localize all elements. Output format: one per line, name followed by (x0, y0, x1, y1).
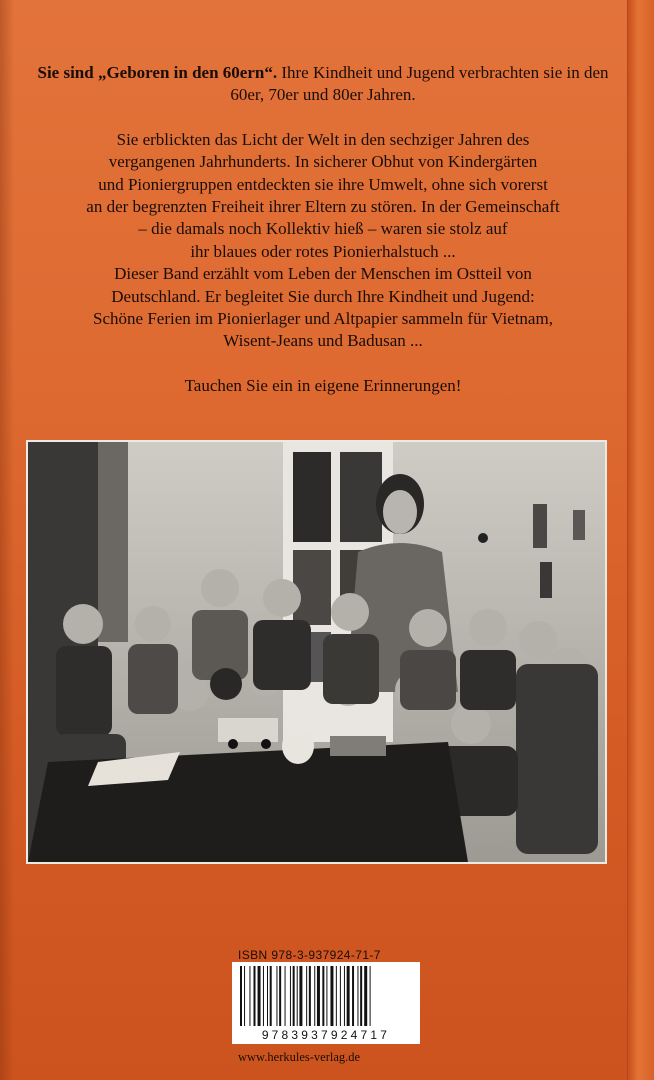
blurb-intro-bold: Sie sind „Geboren in den 60ern“. (37, 63, 278, 82)
blurb-intro-rest: Ihre Kindheit und Jugend verbrachten sie in den 60er, 70er und 80er Jahren. (230, 63, 609, 105)
barcode-bar (330, 966, 333, 1026)
barcode-bar (314, 966, 315, 1026)
barcode-bar (270, 966, 272, 1026)
barcode-bar (276, 966, 277, 1026)
blurb-line: Deutschland. Er begleitet Sie durch Ihre Kindheit und Jugend: (111, 286, 535, 306)
barcode-bar (340, 966, 341, 1026)
barcode-bar (364, 966, 367, 1026)
blurb-line: vergangenen Jahrhunderts. In sicherer Obhut von Kindergärten (108, 152, 538, 172)
blurb-line: Schöne Ferien im Pionierlager und Altpapier sammeln für Vietnam, (93, 309, 553, 329)
blurb-paragraph-1 (28, 129, 618, 263)
barcode (232, 962, 420, 1044)
barcode-bar (317, 966, 320, 1026)
blurb-paragraph-2 (28, 263, 618, 353)
barcode-digits: 9783937924717 (261, 1028, 391, 1042)
barcode-bar (347, 966, 350, 1026)
barcode-bar (285, 966, 286, 1026)
blurb-line: und Pioniergruppen entdeckten sie ihre Umwelt, ohne sich vorerst (98, 174, 548, 194)
blurb-line: ihr blaues oder rotes Pionierhalstuch ... (190, 241, 456, 261)
barcode-bar (249, 966, 250, 1026)
barcode-bar (263, 966, 264, 1026)
barcode-bar (322, 966, 324, 1026)
barcode-bar (267, 966, 268, 1026)
blurb-line: Sie erblickten das Licht der Welt in den sechziger Jahren des (116, 129, 530, 149)
barcode-bar (344, 966, 345, 1026)
publisher-website: www.herkules-verlag.de (238, 1050, 361, 1064)
barcode-bar (336, 966, 337, 1026)
barcode-bar (279, 966, 281, 1026)
barcode-bars (232, 962, 420, 1028)
blurb-line: – die damals noch Kollektiv hieß – waren sie stolz auf (138, 219, 508, 239)
blurb-text (28, 62, 618, 397)
barcode-bar (326, 966, 327, 1026)
barcode-bar (360, 966, 362, 1026)
barcode-bar (240, 966, 242, 1026)
barcode-bar (244, 966, 245, 1026)
barcode-bar (293, 966, 295, 1026)
photo-illustration (28, 442, 605, 862)
barcode-bar (370, 966, 371, 1026)
barcode-bar (357, 966, 358, 1026)
cover-spine-edge (627, 0, 654, 1080)
blurb-intro (28, 62, 618, 107)
barcode-bar (297, 966, 298, 1026)
isbn-text: ISBN 978-3-937924-71-7 (238, 948, 381, 962)
barcode-bar (306, 966, 307, 1026)
barcode-bar (258, 966, 261, 1026)
barcode-bar (309, 966, 311, 1026)
barcode-bar (254, 966, 256, 1026)
barcode-bar (352, 966, 354, 1026)
barcode-bar (299, 966, 302, 1026)
barcode-bar (290, 966, 291, 1026)
kindergarten-photo (26, 440, 607, 864)
blurb-call-to-action: Tauchen Sie ein in eigene Erinnerungen! (184, 375, 462, 395)
blurb-line: Wisent-Jeans und Badusan ... (223, 331, 423, 351)
blurb-line: Dieser Band erzählt vom Leben der Menschen im Ostteil von (114, 264, 532, 284)
blurb-line: an der begrenzten Freiheit ihrer Eltern zu stören. In der Gemeinschaft (86, 197, 560, 217)
